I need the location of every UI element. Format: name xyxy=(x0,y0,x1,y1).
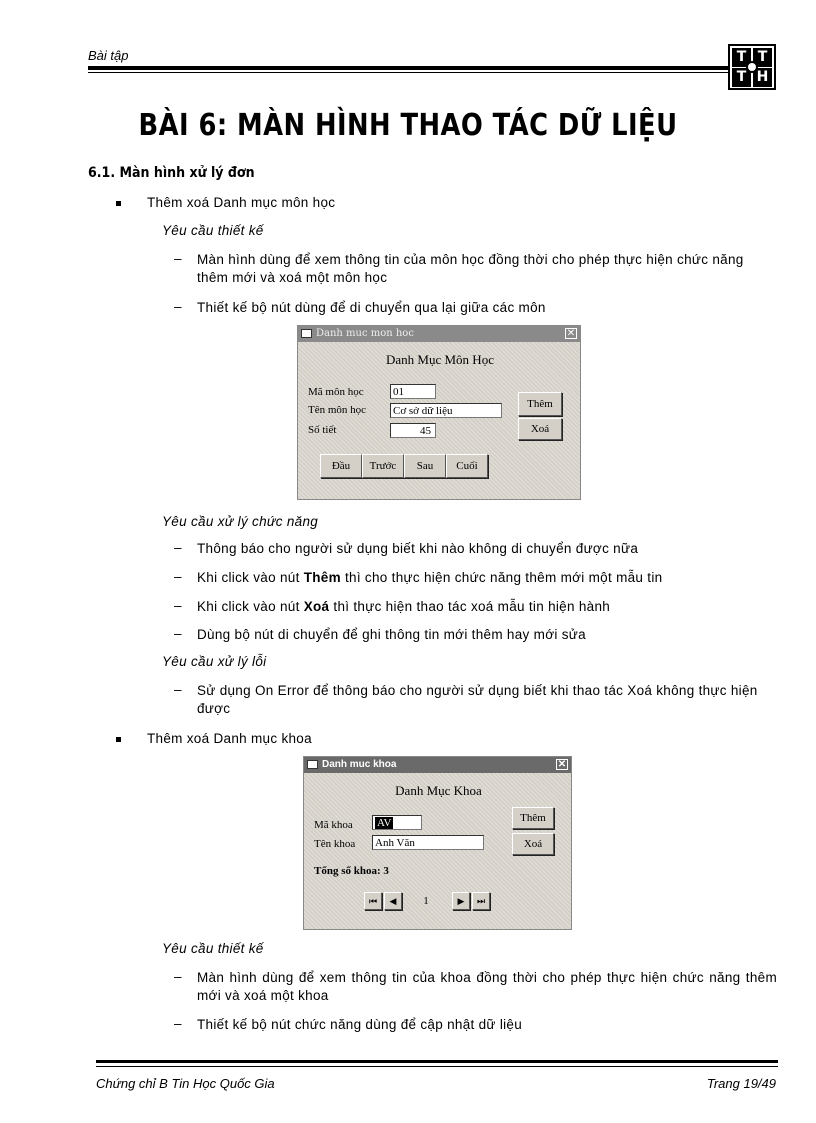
logo-letter: T xyxy=(732,48,751,67)
dialog-titlebar xyxy=(298,326,580,342)
list-text: Khi click vào nút xyxy=(197,570,304,585)
bullet-text: Thêm xoá Danh mục môn học xyxy=(147,195,336,210)
list-item: Thiết kế bộ nút chức năng dùng để cập nhật dữ liệu xyxy=(197,1017,523,1032)
list-text: thì thực hiện thao tác xoá mẫu tin hiện hành xyxy=(329,599,611,614)
logo-ring-icon xyxy=(746,61,758,73)
page-number: Trang 19/49 xyxy=(706,1076,776,1091)
label-ma: Mã môn học xyxy=(308,386,364,398)
bullet-icon xyxy=(116,737,121,742)
logo-letter: H xyxy=(753,68,772,87)
dialog-heading: Danh Mục Môn Học xyxy=(386,352,494,367)
nav-next-button[interactable]: Sau xyxy=(404,454,446,478)
dash: – xyxy=(174,682,182,697)
subheading: Yêu cầu xử lý chức năng xyxy=(162,514,319,529)
header-rule-thin xyxy=(88,72,728,73)
last-record-icon[interactable]: ⏭ xyxy=(472,892,490,910)
ten-input[interactable]: Anh Văn xyxy=(372,835,484,850)
footer-rule-thin xyxy=(96,1066,778,1067)
them-button[interactable]: Thêm xyxy=(512,807,554,829)
list-item: Sử dụng On Error để thông báo cho người sử dụng biết khi thao tác Xoá không thực hiện được xyxy=(197,683,758,716)
label-ten: Tên khoa xyxy=(314,838,356,850)
tt-logo xyxy=(728,44,776,90)
prev-record-icon[interactable]: ◀ xyxy=(384,892,402,910)
ma-input[interactable]: 01 xyxy=(390,384,436,399)
section-heading: 6.1. Màn hình xử lý đơn xyxy=(88,165,255,181)
dash: – xyxy=(174,598,182,613)
list-text: thì cho thực hiện chức năng thêm mới một mẫu tin xyxy=(340,570,663,585)
subheading: Yêu cầu thiết kế xyxy=(162,941,264,956)
logo-letter: T xyxy=(753,48,772,67)
subheading: Yêu cầu xử lý lỗi xyxy=(162,654,267,669)
list-item: Màn hình dùng để xem thông tin của môn học đồng thời cho phép thực hiện chức năng thêm mới và xoá một môn học xyxy=(197,252,744,285)
window-icon xyxy=(301,329,312,338)
dash: – xyxy=(174,626,182,641)
record-number: 1 xyxy=(423,895,429,907)
dialog-mon-hoc xyxy=(297,325,581,500)
list-bold: Xoá xyxy=(303,599,330,614)
list-text: Khi click vào nút xyxy=(197,599,304,614)
list-item: Màn hình dùng để xem thông tin của khoa đồng thời cho phép thực hiện chức năng thêm mới và xoá một khoa xyxy=(197,970,777,1003)
header-label: Bài tập xyxy=(88,48,129,63)
xoa-button[interactable]: Xoá xyxy=(518,418,562,440)
label-ten: Tên môn học xyxy=(308,404,367,416)
list-text: Thông báo cho người sử dụng biết khi nào không di chuyển được nữa xyxy=(197,541,639,556)
selected-text: AV xyxy=(377,817,392,829)
list-item xyxy=(197,598,610,616)
subheading: Yêu cầu thiết kế xyxy=(162,223,264,238)
close-icon[interactable]: ✕ xyxy=(566,328,576,339)
footer-left: Chứng chỉ B Tin Học Quốc Gia xyxy=(96,1076,275,1091)
page-title: BÀI 6: MÀN HÌNH THAO TÁC DỮ LIỆU xyxy=(138,108,678,143)
dash: – xyxy=(174,969,182,984)
header-rule xyxy=(88,66,728,70)
bullet-text: Thêm xoá Danh mục khoa xyxy=(147,731,312,746)
ma-input[interactable] xyxy=(372,815,422,830)
list-item xyxy=(197,540,638,558)
list-text: Dùng bộ nút di chuyển để ghi thông tin mới thêm hay mới sửa xyxy=(197,627,586,642)
list-item: Thiết kế bộ nút dùng để di chuyển qua lại giữa các môn xyxy=(197,300,546,315)
dash: – xyxy=(174,569,182,584)
list-bold: Thêm xyxy=(303,570,341,585)
sotiet-input[interactable]: 45 xyxy=(390,423,436,438)
total-label: Tổng số khoa: 3 xyxy=(314,865,389,877)
first-record-icon[interactable]: ⏮ xyxy=(364,892,382,910)
bullet-icon xyxy=(116,201,121,206)
list-item xyxy=(197,626,586,644)
nav-last-button[interactable]: Cuối xyxy=(446,454,488,478)
them-button[interactable]: Thêm xyxy=(518,392,562,416)
next-record-icon[interactable]: ▶ xyxy=(452,892,470,910)
window-title: Danh muc mon hoc xyxy=(316,328,414,339)
ten-input[interactable]: Cơ sở dữ liệu xyxy=(390,403,502,418)
dialog-heading: Danh Mục Khoa xyxy=(395,783,482,798)
nav-prev-button[interactable]: Trước xyxy=(362,454,404,478)
dash: – xyxy=(174,251,182,266)
list-item xyxy=(197,569,662,587)
dialog-titlebar xyxy=(304,757,571,773)
dash: – xyxy=(174,299,182,314)
dialog-khoa xyxy=(303,756,572,930)
footer-rule xyxy=(96,1060,778,1063)
nav-first-button[interactable]: Đầu xyxy=(320,454,362,478)
dash: – xyxy=(174,540,182,555)
window-icon xyxy=(307,760,318,769)
window-title: Danh muc khoa xyxy=(322,759,397,770)
label-ma: Mã khoa xyxy=(314,819,353,831)
label-sotiet: Số tiết xyxy=(308,424,337,436)
close-icon[interactable]: ✕ xyxy=(557,759,567,770)
dash: – xyxy=(174,1016,182,1031)
logo-letter: T xyxy=(732,68,751,87)
xoa-button[interactable]: Xoá xyxy=(512,833,554,855)
